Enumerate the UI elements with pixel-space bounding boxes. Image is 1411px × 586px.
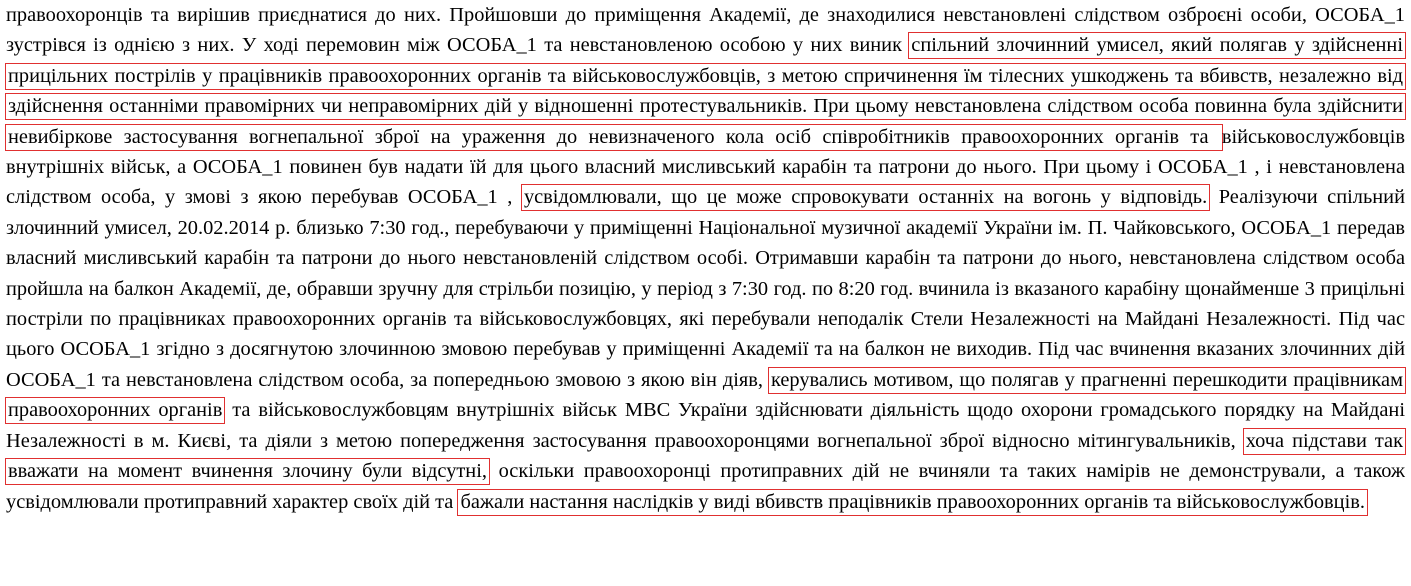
text-span: оскільки правоохоронці протиправних дій не вчиняли та таких намірів не демонстрували, а також усвідомлювали протиправний характер своїх дій та [6,460,1406,513]
text-span: військовослужбовців внутрішніх військ, а ОСОБА_1 повинен був надати їй для цього власний мисливський карабін та патрони до нього. При цьому і ОСОБА_1 , і невстановлена слідством особа, у змові з якою перебував ОСОБА_1 , [6,125,1405,209]
highlighted-text-span: усвідомлювали, що це може спровокувати останніх на вогонь у відповідь. [521,184,1210,211]
text-span: Реалізуючи спільний злочинний умисел, 20.02.2014 р. близько 7:30 год., перебуваючи у приміщенні Національної музичної академії України ім. П. Чайковського, ОСОБА_1 передав власний мисливський карабін та патрони до нього невстановленій слідством особі. Отримавши карабін та патрони до нього, невстановлена слідством особа пройшла на балкон Академії, де, обравши зручну для стрільби позицію, у період з 7:30 год. по 8:20 год. вчинила із вказаного карабіну щонайменше 3 прицільні постріли по працівниках правоохоронних органів та військовослужбовцях, які перебували неподалік Стели Незалежності на Майдані Незалежності. Під час цього ОСОБА_1 згідно з досягнутою злочинною змовою перебував у приміщенні Академії та на балкон не виходив. Під час вчинення вказаних злочинних дій ОСОБА_1 та невстановлена слідством особа, за попередньою змовою з якою він діяв, [6,186,1405,391]
document-paragraph [6,0,1405,517]
text-span: правоохоронців та вирішив приєднатися до них. Пройшовши до приміщення Академії, де знаходилися невстановлені слідством озброєні особи, ОСОБА_1 зустрівся із однією з них. У ході перемовин між ОСОБА_1 та невстановленою особою у них виник [6,4,1405,57]
text-span: та військовослужбовцям внутрішніх військ МВС України здійснювати діяльність щодо охорони громадського порядку на Майдані Незалежності в м. Києві, та діяли з метою попередження застосування правоохоронцями вогнепальної зброї відносно мітингувальників, [6,399,1405,452]
highlighted-text-span: бажали настання наслідків у виді вбивств працівників правоохоронних органів та військовослужбовців. [457,489,1368,516]
highlighted-text-span: спільний злочинний умисел, який полягав у здійсненні прицільних пострілів у працівників правоохоронних органів та військовослужбовців, з метою спричинення їм тілесних ушкоджень та вбивств, незалежно від здійснення останніми правомірних чи неправомірних дій у відношенні протестувальників. При цьому невстановлена слідством особа повинна була здійснити невибіркове застосування вогнепальної зброї на ураження до невизначеного кола осіб співробітників правоохоронних органів та [5,32,1406,150]
highlighted-text-span: керувались мотивом, що полягав у прагненні перешкодити працівникам правоохоронних органів [5,367,1406,424]
highlighted-text-span: хоча підстави так вважати на момент вчинення злочину були відсутні, [5,428,1406,485]
